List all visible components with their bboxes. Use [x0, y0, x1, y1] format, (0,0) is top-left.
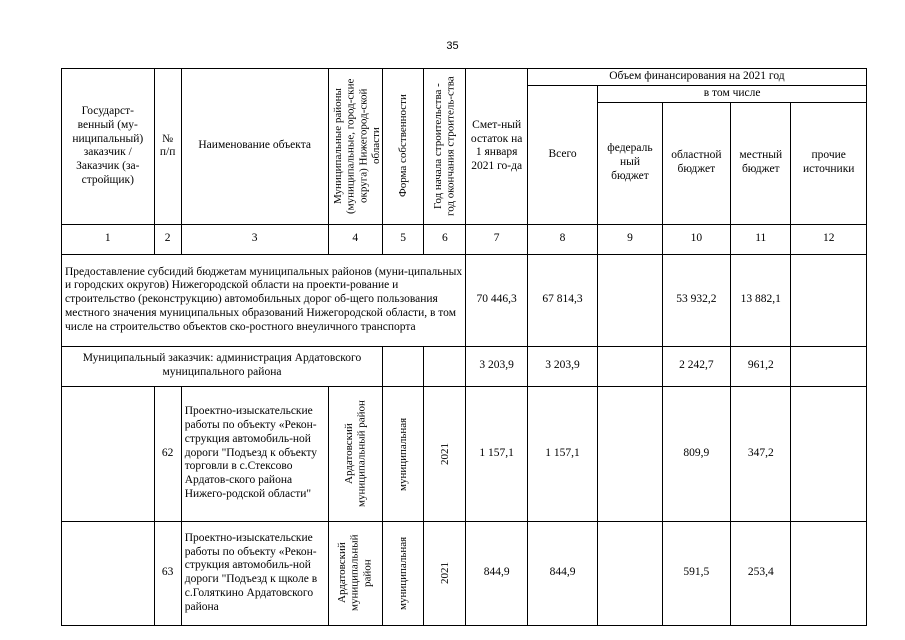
customer-ownership-empty — [382, 346, 423, 386]
customer-local: 961,2 — [731, 346, 791, 386]
row-year-text: 2021 — [438, 442, 451, 465]
row-estimate: 1 157,1 — [466, 386, 527, 521]
row-object-name: Проектно-изыскательские работы по объекту «Рекон-струкция автомобиль-ной дороги "Подъезд к объекту торговли в с.Стексово Ардатов-ского района Нижего-родской области" — [181, 386, 328, 521]
section-row — [62, 254, 867, 346]
row-district — [328, 521, 382, 625]
row-district-text: Ардатовский муниципальный район — [336, 534, 374, 612]
row-ownership — [382, 521, 423, 625]
col-number-cell: 9 — [598, 224, 662, 254]
col-number-cell: 5 — [382, 224, 423, 254]
table-row — [62, 521, 867, 625]
section-federal — [598, 254, 662, 346]
row-ownership-text: муниципальная — [396, 416, 409, 491]
header-total: Всего — [527, 85, 597, 224]
section-title: Предоставление субсидий бюджетам муниципальных районов (муни-ципальных и городских округов) Нижегородской области на проекти-рование и строительство (реконструкцию) автомобильных дорог об-щего пользования местного значения муниципальных образований Нижегородской области, в том числе на строительство объектов ско-ростного внеуличного транспорта — [62, 254, 466, 346]
row-year-text: 2021 — [438, 562, 451, 585]
row-regional: 809,9 — [662, 386, 730, 521]
header-row-1 — [62, 69, 867, 86]
financing-table — [61, 68, 867, 626]
row-federal — [598, 521, 662, 625]
section-other — [791, 254, 867, 346]
page-number: 35 — [446, 40, 459, 52]
header-ownership — [382, 69, 423, 225]
section-estimate: 70 446,3 — [466, 254, 527, 346]
row-other — [791, 386, 867, 521]
col-number-cell: 2 — [154, 224, 181, 254]
customer-title — [62, 346, 383, 386]
row-year — [424, 521, 466, 625]
col-number-cell: 8 — [527, 224, 597, 254]
header-federal: федераль ный бюджет — [598, 102, 662, 224]
customer-row — [62, 346, 867, 386]
section-regional: 53 932,2 — [662, 254, 730, 346]
header-district-text: Муниципальные районы (муниципальные, город-ские округа) Нижегород-ской области — [331, 78, 382, 214]
section-local: 13 882,1 — [731, 254, 791, 346]
header-number: № п/п — [154, 69, 181, 225]
customer-years-empty — [424, 346, 466, 386]
header-district — [328, 69, 382, 225]
col-number-cell: 7 — [466, 224, 527, 254]
header-ownership-text: Форма собственности — [396, 94, 409, 198]
row-district — [328, 386, 382, 521]
row-ownership-text: муниципальная — [396, 536, 409, 610]
customer-estimate: 3 203,9 — [466, 346, 527, 386]
row-customer-empty — [62, 386, 155, 521]
col-number-cell: 1 — [62, 224, 155, 254]
col-number-cell: 3 — [181, 224, 328, 254]
header-including: в том числе — [598, 85, 867, 102]
col-number-cell: 11 — [731, 224, 791, 254]
customer-federal — [598, 346, 662, 386]
customer-total: 3 203,9 — [527, 346, 597, 386]
row-number: 63 — [154, 521, 181, 625]
col-number-cell: 4 — [328, 224, 382, 254]
row-estimate: 844,9 — [466, 521, 527, 625]
col-number-cell: 12 — [791, 224, 867, 254]
customer-regional: 2 242,7 — [662, 346, 730, 386]
row-federal — [598, 386, 662, 521]
row-other — [791, 521, 867, 625]
header-local: местный бюджет — [731, 102, 791, 224]
header-regional: областной бюджет — [662, 102, 730, 224]
header-other: прочие источники — [791, 102, 867, 224]
row-total: 1 157,1 — [527, 386, 597, 521]
col-number-cell: 6 — [424, 224, 466, 254]
row-local: 347,2 — [731, 386, 791, 521]
row-total: 844,9 — [527, 521, 597, 625]
column-numbers-row — [62, 224, 867, 254]
header-financing-group: Объем финансирования на 2021 год — [527, 69, 866, 86]
row-district-text: Ардатовский муниципальный район — [342, 400, 368, 508]
header-years — [424, 69, 466, 225]
customer-text: Муниципальный заказчик: администрация Ардатовского муниципального района — [82, 352, 362, 379]
table-row — [62, 386, 867, 521]
header-years-text: Год начала строительства - год окончания строитель-ства — [432, 76, 457, 217]
row-ownership — [382, 386, 423, 521]
col-number-cell: 10 — [662, 224, 730, 254]
row-customer-empty — [62, 521, 155, 625]
customer-other — [791, 346, 867, 386]
header-estimate: Смет-ный остаток на 1 января 2021 го-да — [466, 69, 527, 225]
row-object-name: Проектно-изыскательские работы по объекту «Рекон-струкция автомобиль-ной дороги "Подъезд к щколе в с.Голяткино Ардатовского района — [181, 521, 328, 625]
header-customer: Государст-венный (му-ниципальный) заказчик / Заказчик (за-стройщик) — [62, 69, 155, 225]
header-object-name: Наименование объекта — [181, 69, 328, 225]
row-year — [424, 386, 466, 521]
row-local: 253,4 — [731, 521, 791, 625]
row-regional: 591,5 — [662, 521, 730, 625]
row-number: 62 — [154, 386, 181, 521]
section-total: 67 814,3 — [527, 254, 597, 346]
